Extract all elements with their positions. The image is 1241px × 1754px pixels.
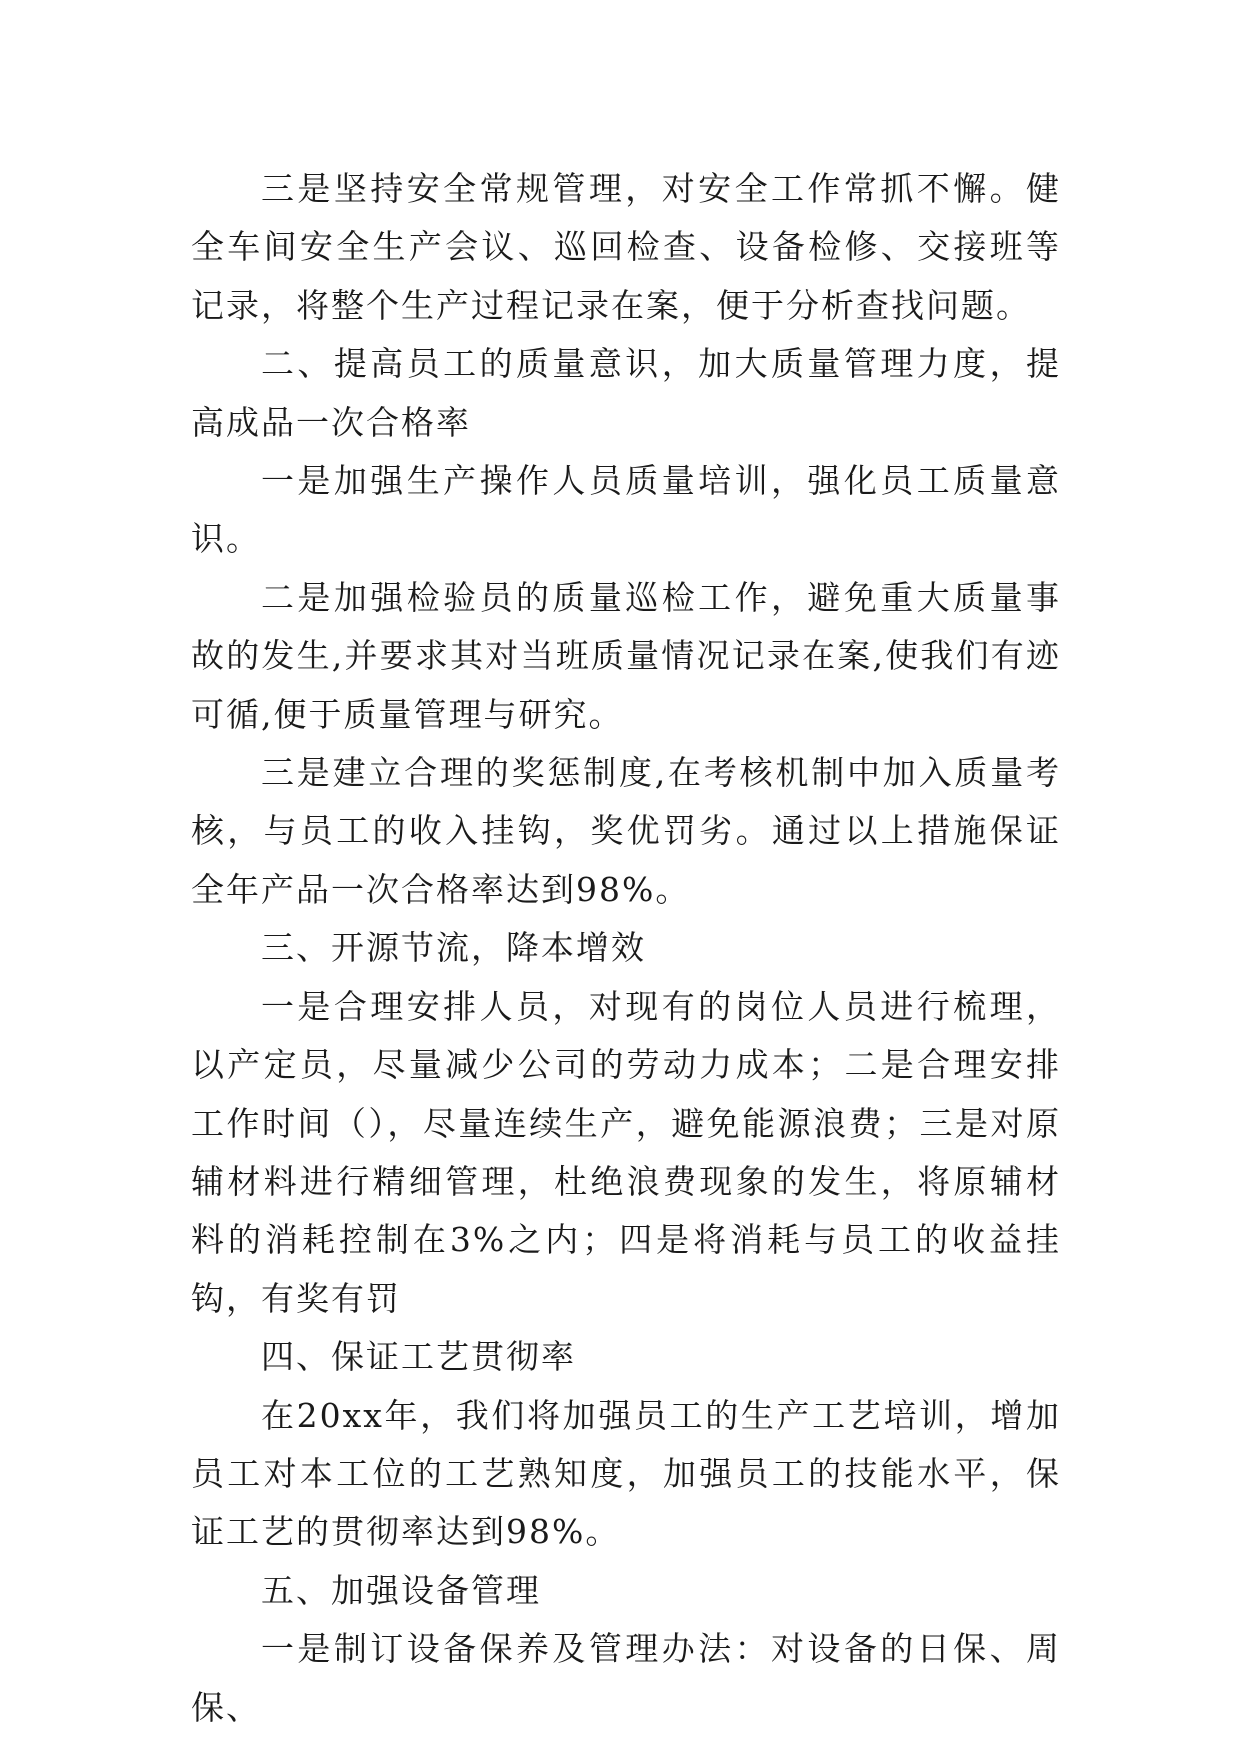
- document-body: [191, 160, 1061, 1737]
- paragraph-reward-system: 三是建立合理的奖惩制度,在考核机制中加入质量考核，与员工的收入挂钩，奖优罚劣。通过以上措施保证全年产品一次合格率达到98%。: [191, 753, 1061, 909]
- paragraph-quality-training: 一是加强生产操作人员质量培训，强化员工质量意识。: [191, 461, 1061, 559]
- heading-cost-reduction: 三、开源节流，降本增效: [261, 928, 646, 968]
- paragraph-equipment-maintenance: 一是制订设备保养及管理办法：对设备的日保、周保、: [191, 1629, 1061, 1727]
- heading-process-compliance: 四、保证工艺贯彻率: [261, 1337, 576, 1377]
- paragraph-inspection: 二是加强检验员的质量巡检工作，避免重大质量事故的发生,并要求其对当班质量情况记录在案,使我们有迹可循,便于质量管理与研究。: [191, 577, 1061, 734]
- paragraph-safety-management: 三是坚持安全常规管理，对安全工作常抓不懈。健全车间安全生产会议、巡回检查、设备检修、交接班等记录，将整个生产过程记录在案，便于分析查找问题。: [191, 169, 1061, 325]
- heading-equipment-management: 五、加强设备管理: [261, 1570, 541, 1610]
- heading-quality-awareness: 二、提高员工的质量意识，加大质量管理力度，提高成品一次合格率: [191, 344, 1061, 442]
- paragraph-process-training: 在20xx年，我们将加强员工的生产工艺培训，增加员工对本工位的工艺熟知度，加强员工的技能水平，保证工艺的贯彻率达到98%。: [191, 1395, 1061, 1552]
- paragraph-cost-measures: 一是合理安排人员，对现有的岗位人员进行梳理，以产定员，尽量减少公司的劳动力成本；二是合理安排工作时间（），尽量连续生产，避免能源浪费；三是对原辅材料进行精细管理，杜绝浪费现象的发生，将原辅材料的消耗控制在3%之内；四是将消耗与员工的收益挂钩，有奖有罚: [191, 986, 1061, 1318]
